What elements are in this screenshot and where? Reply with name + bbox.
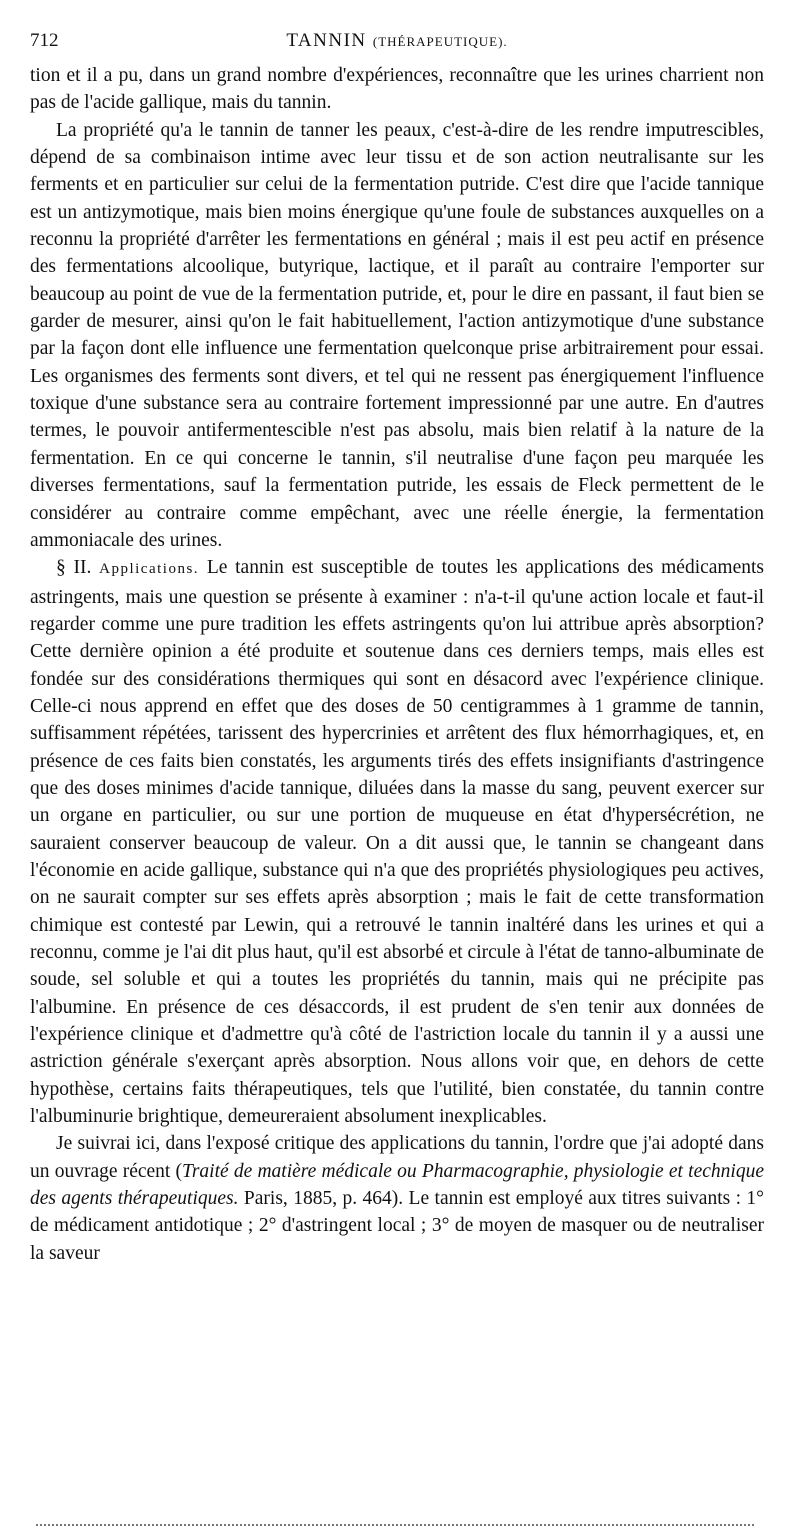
section-mark: § II. — [56, 557, 92, 579]
running-subtitle: (THÉRAPEUTIQUE). — [372, 34, 508, 49]
running-title: TANNIN — [286, 30, 367, 51]
paragraph-2: La propriété qu'a le tannin de tanner les peaux, c'est-à-dire de les rendre imputrescibles, dépend de sa combinaison intime avec leur tissu et de son action neutralisante sur les ferments et en particulier sur celui de la fermentation putride. C'est dire que l'acide tannique est un antizymotique, mais bien moins énergique qu'une foule de substances auxquelles on a reconnu la propriété d'arrêter les fermentations en général ; mais il est peu actif en présence des fermentations alcoolique, butyrique, lactique, et il paraît au contraire l'emporter sur beaucoup au point de vue de la fermentation putride, et, pour le dire en passant, il faut bien se garder de mesurer, ainsi qu'on le fait habituellement, l'action antizymotique d'une substance par la façon dont elle influence une fermentation quelconque prise arbitrairement pour essai. Les organismes des ferments sont divers, et tel qui ne ressent pas énergiquement l'influence toxique d'une substance sera au contraire fortement impressionné par une autre. En d'autres termes, le pouvoir antifermentescible n'est pas absolu, mais bien relatif à la nature de la fermentation. En ce qui concerne le tannin, s'il neutralise d'une façon peu marquée les diverses fermentations, sauf la fermentation putride, les essais de Fleck permettent de le considérer au contraire comme empêchant, avec une réelle énergie, la fermentation ammoniacale des urines. — [30, 119, 764, 551]
book-title-citation: Traité de matière médicale ou Pharmacographie, physiologie et technique des agents thérapeutiques. — [30, 1160, 764, 1210]
final-paragraph-before: Je suivrai ici, dans l'exposé critique des applications du tannin, l'ordre que j'ai adopté dans un ouvrage récent ( — [30, 1133, 764, 1182]
paragraph-final — [30, 1130, 764, 1267]
footer-dotted-rule — [36, 1524, 754, 1526]
paragraph-1: tion et il a pu, dans un grand nombre d'expériences, reconnaître que les urines charrient non pas de l'acide gallique, mais du tannin. — [30, 65, 764, 114]
document-page — [30, 28, 764, 1267]
page-number: 712 — [30, 30, 59, 51]
page-header — [30, 28, 764, 54]
body-text — [30, 62, 764, 1267]
section-heading: Applications. — [99, 561, 200, 578]
final-paragraph-after: Paris, 1885, p. 464). Le tannin est employé aux titres suivants : 1° de médicament antidotique ; 2° d'astringent local ; 3° de moyen de masquer ou de neutraliser la saveur — [30, 1188, 764, 1264]
section-applications — [30, 554, 764, 1130]
running-head — [30, 28, 764, 55]
section-text: Le tannin est susceptible de toutes les applications des médicaments astringents, mais une question se présente à examiner : n'a-t-il qu'une action locale et faut-il regarder comme une pure tradition les effets astringents qu'on lui attribue après absorption? Cette dernière opinion a été produite et soutenue dans ces derniers temps, mais elles est fondée sur des considérations thermiques qui sont en désacord avec l'expérience clinique. Celle-ci nous apprend en effet que des doses de 50 centigrammes à 1 gramme de tannin, suffisamment répétées, tarissent des hypercrinies et arrêtent des flux hémorrhagiques, et, en présence de ces faits bien constatés, les arguments tirés des effets insignifiants d'astringence que des doses minimes d'acide tannique, diluées dans la masse du sang, peuvent exercer sur un organe en particulier, ou sur une portion de muqueuse en état d'hypersécrétion, ne sauraient conserver beaucoup de valeur. On a dit aussi que, le tannin se changeant dans l'économie en acide gallique, substance qui n'a que des propriétés physiologiques peu actives, on ne saurait compter sur ses effets après absorption ; mais le fait de cette transformation chimique est contesté par Lewin, qui a retrouvé le tannin inaltéré dans les urines et qui a reconnu, comme je l'ai dit plus haut, qu'il est absorbé et circule à l'état de tanno-albuminate de soude, sel soluble et qui a toutes les propriétés du tannin, mais qui ne précipite pas l'albumine. En présence de ces désaccords, il est prudent de s'en tenir aux données de l'expérience clinique et d'admettre qu'à côté de l'astriction locale du tannin il y a aussi une astriction générale s'exerçant après absorption. Nous allons voir que, en dehors de cette hypothèse, certains faits thérapeutiques, tels que l'utilité, bien constatée, du tannin contre l'albuminurie brightique, demeureraient absolument inexplicables. — [30, 557, 765, 1128]
